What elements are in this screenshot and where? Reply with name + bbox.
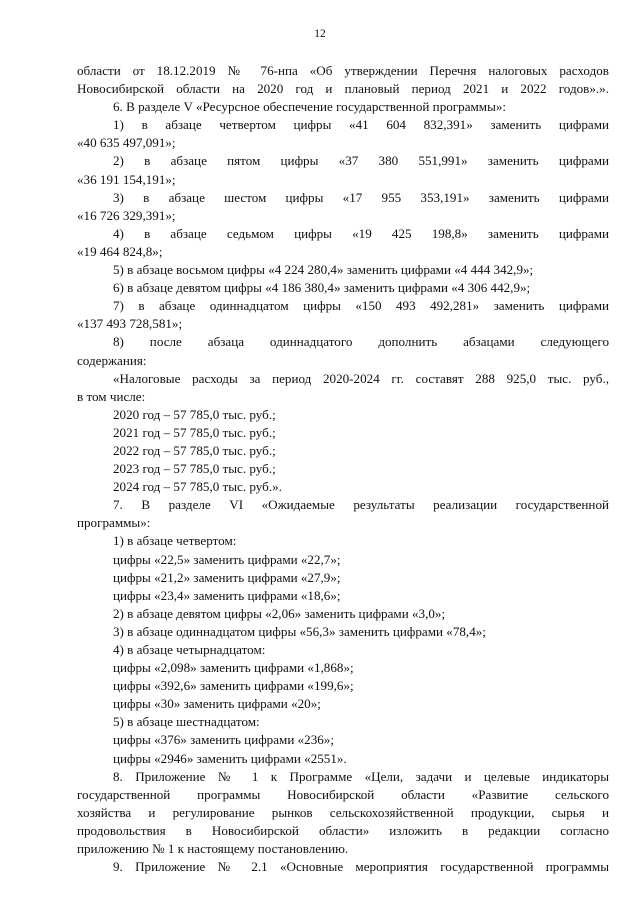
text-line: 2022 год – 57 785,0 тыс. руб.; bbox=[113, 442, 276, 458]
text-line: цифры «30» заменить цифрами «20»; bbox=[113, 696, 321, 712]
text-line: программы»: bbox=[77, 515, 151, 531]
text-line: цифры «2946» заменить цифрами «2551». bbox=[113, 750, 347, 766]
text-line: 2) в абзаце девятом цифры «2,06» заменить цифрами «3,0»; bbox=[113, 605, 446, 621]
text-line: 2021 год – 57 785,0 тыс. руб.; bbox=[113, 424, 276, 440]
text-line: цифры «21,2» заменить цифрами «27,9»; bbox=[113, 569, 341, 585]
text-line: хозяйства и регулирование рынков сельскохозяйственной продукции, сырья и bbox=[77, 804, 609, 820]
text-line: «36 191 154,191»; bbox=[77, 171, 176, 187]
text-line: 9. Приложение № 2.1 «Основные мероприятия государственной программы bbox=[113, 859, 609, 875]
text-line: 5) в абзаце шестнадцатом: bbox=[113, 714, 260, 730]
text-line: «16 726 329,391»; bbox=[77, 207, 176, 223]
text-line: 4) в абзаце седьмом цифры «19 425 198,8» заменить цифрами bbox=[113, 225, 609, 241]
text-line: 3) в абзаце шестом цифры «17 955 353,191» заменить цифрами bbox=[113, 189, 609, 205]
text-line: государственной программы Новосибирской области «Развитие сельского bbox=[77, 786, 609, 802]
page-number: 12 bbox=[314, 28, 326, 40]
text-line: содержания: bbox=[77, 352, 147, 368]
text-line: цифры «376» заменить цифрами «236»; bbox=[113, 732, 334, 748]
text-line: цифры «392,6» заменить цифрами «199,6»; bbox=[113, 678, 354, 694]
text-line: области от 18.12.2019 № 76-нпа «Об утверждении Перечня налоговых расходов bbox=[77, 63, 609, 78]
document-body bbox=[77, 62, 609, 876]
text-line: 2020 год – 57 785,0 тыс. руб.; bbox=[113, 406, 276, 422]
text-line: 2023 год – 57 785,0 тыс. руб.; bbox=[113, 461, 276, 477]
text-line: цифры «22,5» заменить цифрами «22,7»; bbox=[113, 551, 341, 567]
text-line: 5) в абзаце восьмом цифры «4 224 280,4» заменить цифрами «4 444 342,9»; bbox=[113, 262, 534, 278]
text-line: 6) в абзаце девятом цифры «4 186 380,4» заменить цифрами «4 306 442,9»; bbox=[113, 280, 531, 296]
text-line: цифры «2,098» заменить цифрами «1,868»; bbox=[113, 660, 354, 676]
text-line: «137 493 728,581»; bbox=[77, 316, 183, 332]
text-line: «40 635 497,091»; bbox=[77, 135, 176, 151]
text-line: 6. В разделе V «Ресурсное обеспечение государственной программы»: bbox=[113, 99, 507, 115]
text-line: 1) в абзаце четвертом: bbox=[113, 533, 237, 549]
text-line: Новосибирской области на 2020 год и плановый период 2021 и 2022 годов».». bbox=[77, 81, 609, 97]
text-line: 8) после абзаца одиннадцатого дополнить абзацами следующего bbox=[113, 334, 609, 350]
text-line: 4) в абзаце четырнадцатом: bbox=[113, 642, 266, 657]
text-line: 2) в абзаце пятом цифры «37 380 551,991» заменить цифрами bbox=[113, 153, 609, 169]
text-line: приложению № 1 к настоящему постановлению. bbox=[77, 841, 349, 857]
text-line: 2024 год – 57 785,0 тыс. руб.». bbox=[113, 479, 282, 495]
text-line: «Налоговые расходы за период 2020-2024 гг. составят 288 925,0 тыс. руб., bbox=[113, 370, 609, 386]
text-line: 1) в абзаце четвертом цифры «41 604 832,391» заменить цифрами bbox=[113, 117, 609, 133]
text-line: 3) в абзаце одиннадцатом цифры «56,3» заменить цифрами «78,4»; bbox=[113, 623, 486, 639]
text-line: цифры «23,4» заменить цифрами «18,6»; bbox=[113, 587, 341, 603]
text-line: в том числе: bbox=[77, 388, 146, 404]
text-line: 7) в абзаце одиннадцатом цифры «150 493 492,281» заменить цифрами bbox=[113, 298, 609, 314]
text-line: продовольствия в Новосибирской области» изложить в редакции согласно bbox=[77, 822, 609, 838]
text-line: 8. Приложение № 1 к Программе «Цели, задачи и целевые индикаторы bbox=[113, 768, 609, 784]
text-line: «19 464 824,8»; bbox=[77, 243, 163, 259]
text-line: 7. В разделе VI «Ожидаемые результаты реализации государственной bbox=[113, 497, 609, 513]
